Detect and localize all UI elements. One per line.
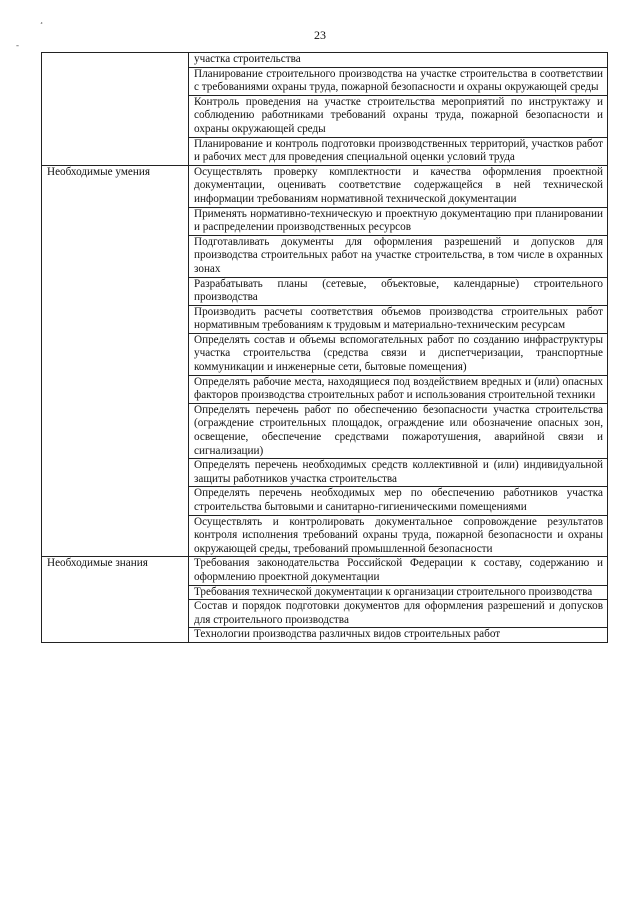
requirement-cell: Требования законодательства Российской Федерации к составу, содержанию и оформлению проектной документации <box>189 557 608 585</box>
requirement-cell: Требования технической документации к организации строительного производства <box>189 585 608 600</box>
table-row <box>42 165 608 207</box>
requirement-cell: Осуществлять проверку комплектности и качества оформления проектной документации, оценивать соответствие содержащейся в ней технической информации требованиям нормативной технической документации <box>189 165 608 207</box>
requirement-cell: Применять нормативно-техническую и проектную документацию при планировании и распределении производственных ресурсов <box>189 207 608 235</box>
requirement-cell: Осуществлять и контролировать документальное сопровождение результатов контроля исполнения требований охраны труда, пожарной безопасности и охраны окружающей среды, требований промышленной безопасности <box>189 515 608 557</box>
table-body <box>42 53 608 643</box>
group-label: Необходимые умения <box>42 165 189 557</box>
requirement-cell: Планирование строительного производства на участке строительства в соответствии с требованиями охраны труда, пожарной безопасности и охраны окружающей среды <box>189 67 608 95</box>
table-row <box>42 557 608 585</box>
stray-mark: - <box>16 40 19 50</box>
requirement-cell: Определять рабочие места, находящиеся под воздействием вредных и (или) опасных факторов производства строительных работ и использования строительной техники <box>189 375 608 403</box>
requirement-cell: Определять перечень необходимых средств коллективной и (или) индивидуальной защиты работников участка строительства <box>189 459 608 487</box>
stray-mark: ¸ <box>40 14 43 24</box>
table-row <box>42 53 608 68</box>
requirement-cell: участка строительства <box>189 53 608 68</box>
requirement-cell: Состав и порядок подготовки документов для оформления разрешений и допусков для строительного производства <box>189 600 608 628</box>
requirement-cell: Контроль проведения на участке строительства мероприятий по инструктажу и соблюдению работниками требований охраны труда, пожарной безопасности и охраны окружающей среды <box>189 95 608 137</box>
group-label <box>42 53 189 166</box>
requirements-table <box>41 52 608 643</box>
requirement-cell: Определять перечень работ по обеспечению безопасности участка строительства (ограждение строительных площадок, ограждение или обозначение опасных зон, освещение, обеспечение средствами пожаротушения, аварийной связи и сигнализации) <box>189 403 608 458</box>
requirement-cell: Подготавливать документы для оформления разрешений и допусков для производства строительных работ на участке строительства, в том числе в охранных зонах <box>189 235 608 277</box>
requirement-cell: Определять перечень необходимых мер по обеспечению работников участка строительства бытовыми и санитарно-гигиеническими помещениями <box>189 487 608 515</box>
group-label: Необходимые знания <box>42 557 189 643</box>
requirement-cell: Планирование и контроль подготовки производственных территорий, участков работ и рабочих мест для проведения специальной оценки условий труда <box>189 137 608 165</box>
requirement-cell: Технологии производства различных видов строительных работ <box>189 628 608 643</box>
page-number: 23 <box>314 28 326 42</box>
requirement-cell: Производить расчеты соответствия объемов производства строительных работ нормативным требованиям к трудовым и материально-техническим ресурсам <box>189 305 608 333</box>
requirement-cell: Определять состав и объемы вспомогательных работ по созданию инфраструктуры участка строительства (средства связи и диспетчеризации, транспортные коммуникации и инженерные сети, бытовые помещения) <box>189 333 608 375</box>
requirement-cell: Разрабатывать планы (сетевые, объектовые, календарные) строительного производства <box>189 277 608 305</box>
